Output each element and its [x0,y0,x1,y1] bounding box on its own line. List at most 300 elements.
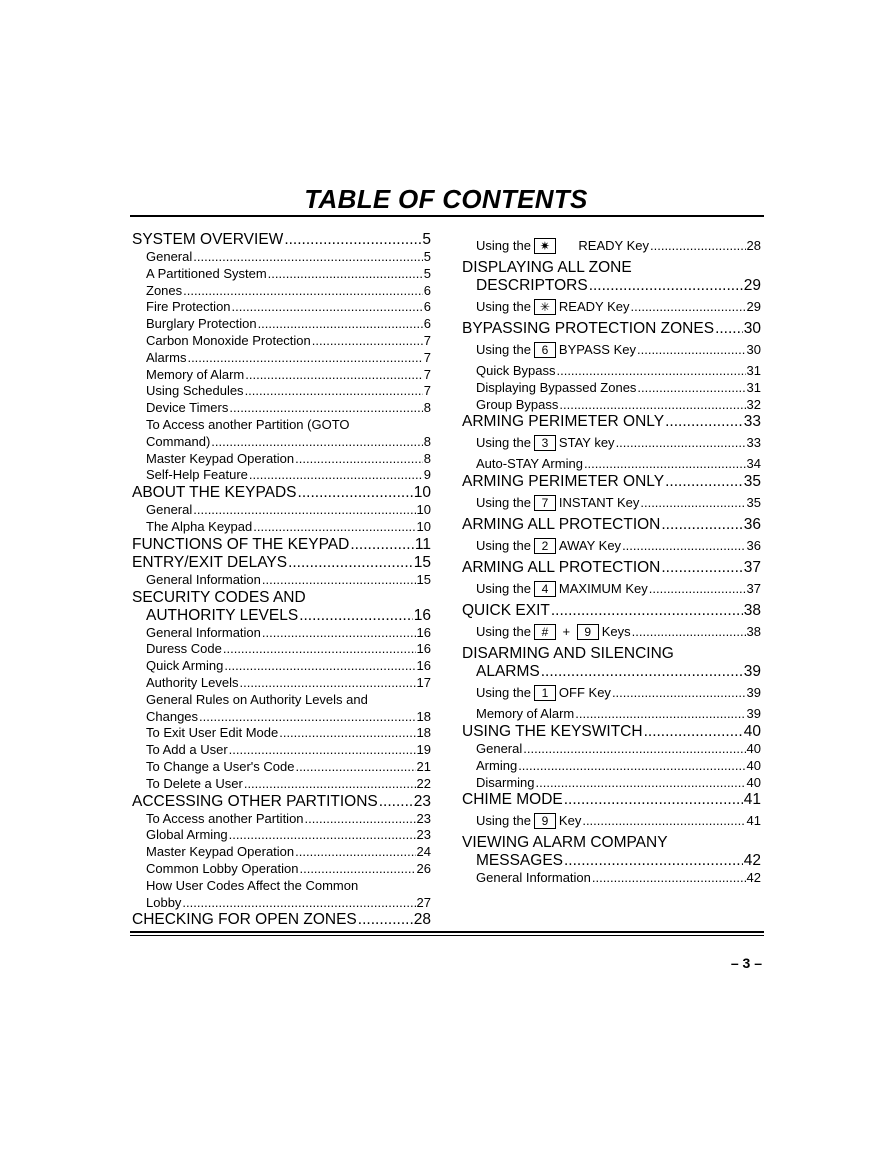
toc-subentry[interactable] [462,870,761,887]
keypad-key-icon: # [534,624,556,640]
entry-title: Quick Arming [146,658,224,674]
entry-page-number: 24 [416,844,431,860]
leader-dots [253,519,415,536]
entry-page-number: 41 [743,791,761,809]
toc-key-entry[interactable] [462,581,761,597]
toc-subentry[interactable] [132,249,431,266]
entry-title: ENTRY/EXIT DELAYS [132,553,288,571]
toc-key-entry[interactable] [462,238,761,254]
leader-dots [518,758,745,775]
toc-key-entry[interactable] [462,435,761,451]
leader-dots [541,663,743,681]
leader-dots [262,572,416,589]
entry-prefix: Using the [476,624,531,640]
leader-dots [715,320,743,338]
entry-page-number: 9 [423,467,431,483]
entry-page-number: 7 [423,349,431,365]
toc-subentry[interactable] [132,572,431,589]
entry-title-line1: SECURITY CODES AND [132,588,306,606]
entry-page-number: 29 [743,277,761,294]
leader-dots [640,495,745,511]
keypad-key-icon: 4 [534,581,556,597]
entry-title [476,435,615,451]
entry-prefix: Using the [476,435,531,451]
toc-subentry-multiline[interactable] [132,878,431,912]
leader-dots [295,759,415,776]
leader-dots [182,895,415,912]
toc-subentry[interactable] [132,266,431,283]
leader-dots [284,231,421,249]
entry-page-number: 39 [746,685,761,701]
entry-title: To Change a User's Code [146,758,295,774]
entry-page-number: 15 [413,553,431,571]
leader-dots [559,397,745,414]
entry-title: ARMING PERIMETER ONLY [462,473,665,491]
toc-heading-entry[interactable] [132,536,431,554]
leader-dots [661,559,742,577]
entry-title [476,685,611,701]
entry-title: Group Bypass [476,396,559,412]
keypad-key-icon: 7 [534,495,556,511]
entry-page-number: 38 [746,624,761,640]
leader-dots [564,791,743,809]
entry-title [476,238,649,254]
keypad-key-icon: 3 [534,435,556,451]
entry-title: Disarming [476,774,535,790]
leader-dots [551,602,743,620]
toc-subentry[interactable] [132,811,431,828]
toc-subentry[interactable] [132,675,431,692]
entry-page-number: 26 [416,860,431,876]
keypad-key-icon: 9 [577,624,599,640]
entry-page-number: 18 [416,725,431,741]
entry-title [476,538,621,554]
entry-title: SYSTEM OVERVIEW [132,231,284,248]
entry-title: A Partitioned System [146,265,267,281]
entry-page-number: 40 [746,757,761,773]
bottom-rule-thin [130,935,764,936]
key-joiner: + [558,624,574,640]
entry-page-number: 40 [746,740,761,756]
toc-subentry[interactable] [462,397,761,414]
entry-title: Auto-STAY Arming [476,456,583,472]
entry-title [476,299,630,315]
toc-subentry[interactable] [132,776,431,793]
entry-title: Fire Protection [146,299,231,315]
toc-subentry[interactable] [132,283,431,300]
entry-page-number: 38 [743,602,761,620]
entry-page-number: 11 [414,535,431,553]
entry-page-number: 5 [423,249,431,264]
entry-title: Quick Bypass [476,363,556,378]
toc-key-entry[interactable] [462,624,761,640]
leader-dots [665,413,743,431]
leader-dots [649,581,746,597]
toc-key-entry[interactable] [462,342,761,358]
entry-suffix: BYPASS Key [558,342,636,357]
entry-page-number: 31 [746,363,761,378]
toc-subentry[interactable] [132,502,431,519]
leader-dots [575,706,745,723]
toc-subentry[interactable] [132,316,431,333]
entry-page-number: 36 [743,516,761,534]
keypad-key-icon: 6 [534,342,556,358]
toc-subentry[interactable] [132,641,431,658]
entry-page-number: 42 [743,852,761,870]
toc-subentry[interactable] [132,861,431,878]
entry-title-line2[interactable] [132,607,431,625]
entry-prefix: Using the [476,581,531,597]
entry-page-number: 28 [413,911,431,929]
toc-heading-entry[interactable] [462,723,761,741]
entry-title-line1: General Rules on Authority Levels and [146,691,368,707]
toc-subentry[interactable] [132,400,431,417]
entry-page-number: 7 [423,383,431,399]
leader-dots [584,456,746,473]
entry-title: BYPASSING PROTECTION ZONES [462,320,715,337]
toc-heading-entry-multiline[interactable] [462,259,761,295]
entry-title: General [476,740,523,756]
entry-title: Displaying Bypassed Zones [476,379,637,395]
entry-title: General [146,502,193,518]
toc-heading-entry[interactable] [132,911,431,929]
entry-prefix: Using the [476,299,531,314]
entry-page-number: 6 [423,316,431,332]
toc-heading-entry[interactable] [132,554,431,572]
entry-page-number: 19 [416,742,431,758]
keypad-key-icon: ✳ [534,299,556,315]
entry-page-number: 7 [423,366,431,382]
entry-prefix: Using the [476,685,531,701]
entry-title: General [146,249,193,264]
leader-dots [299,861,415,878]
entry-page-number: 37 [743,559,761,577]
entry-page-number: 33 [746,435,761,451]
toc-heading-entry-multiline[interactable] [462,645,761,681]
leader-dots [249,467,423,484]
toc-subentry[interactable] [132,742,431,759]
entry-suffix: Key [558,813,582,829]
entry-title: Lobby [146,894,182,910]
toc-subentry[interactable] [462,775,761,792]
leader-dots [268,266,423,283]
entry-title: ARMING ALL PROTECTION [462,516,661,534]
entry-page-number: 17 [416,674,431,690]
entry-title: Using Schedules [146,383,244,399]
toc-heading-entry-multiline[interactable] [462,834,761,870]
leader-dots [582,813,745,829]
entry-prefix: Using the [476,238,531,253]
leader-dots [637,342,746,358]
toc-subentry[interactable] [462,363,761,380]
toc-subentry[interactable] [462,758,761,775]
entry-title [476,624,631,640]
leader-dots [536,775,746,792]
entry-page-number: 42 [746,870,761,886]
entry-page-number: 35 [743,473,761,491]
toc-heading-entry[interactable] [132,484,431,502]
entry-page-number: 39 [743,663,761,681]
toc-right-column [462,234,761,887]
toc-subentry[interactable] [132,383,431,400]
entry-title-line1: DISARMING AND SILENCING [462,645,674,663]
entry-page-number: 8 [423,450,431,466]
leader-dots [650,238,746,254]
keypad-key-icon: ✷ [534,238,556,254]
keypad-key-icon: 9 [534,813,556,829]
leader-dots [589,277,743,295]
entry-prefix: Using the [476,813,531,829]
entry-title [476,813,581,829]
leader-dots [665,473,743,491]
toc-left-column [132,231,431,929]
toc-subentry[interactable] [132,367,431,384]
bottom-rule [130,931,764,933]
entry-title [476,495,639,511]
toc-subentry[interactable] [462,380,761,397]
toc-subentry[interactable] [132,759,431,776]
entry-page-number: 5 [423,265,431,281]
entry-prefix: Using the [476,538,531,554]
entry-title-line1: How User Codes Affect the Common [146,877,359,893]
leader-dots [245,383,423,400]
toc-subentry[interactable] [132,333,431,350]
toc-heading-entry[interactable] [132,231,431,249]
leader-dots [637,380,745,397]
leader-dots [305,811,416,828]
entry-page-number: 35 [746,495,761,511]
entry-title [476,342,636,358]
toc-subentry[interactable] [132,658,431,675]
leader-dots [632,624,746,640]
entry-page-number: 8 [423,400,431,416]
entry-page-number: 39 [746,706,761,722]
leader-dots [229,400,422,417]
entry-title: Command) [146,433,211,449]
title-rule [130,215,764,217]
entry-title: Burglary Protection [146,316,257,332]
entry-title: AUTHORITY LEVELS [146,606,299,624]
leader-dots [556,363,745,380]
entry-page-number: 40 [743,722,761,740]
entry-title: Master Keypad Operation [146,844,295,860]
leader-dots [298,484,413,502]
entry-suffix: MAXIMUM Key [558,581,648,597]
entry-title: General Information [146,624,261,640]
entry-title: Global Arming [146,827,228,843]
entry-title-line2[interactable] [462,663,761,681]
leader-dots [622,538,745,554]
entry-title: Alarms [146,349,187,365]
toc-subentry[interactable] [132,827,431,844]
entry-title: CHIME MODE [462,791,563,809]
toc-key-entry[interactable] [462,685,761,701]
entry-page-number: 41 [746,813,761,829]
leader-dots [295,451,423,468]
leader-dots [592,870,746,887]
toc-subentry[interactable] [462,741,761,758]
entry-title: Duress Code [146,641,222,657]
entry-title: Device Timers [146,400,229,416]
entry-suffix: OFF Key [558,685,611,701]
entry-title: Memory of Alarm [476,706,575,722]
entry-page-number: 10 [416,518,431,534]
entry-title: USING THE KEYSWITCH [462,722,643,740]
toc-subentry[interactable] [132,844,431,861]
entry-page-number: 27 [416,894,431,910]
toc-heading-entry[interactable] [462,791,761,809]
entry-page-number: 22 [416,775,431,791]
entry-title-line1: To Access another Partition (GOTO [146,416,350,432]
entry-title: To Access another Partition [146,810,304,826]
entry-page-number: 16 [413,606,431,624]
entry-page-number: 16 [416,641,431,657]
entry-page-number: 10 [416,502,431,518]
toc-subentry[interactable] [132,350,431,367]
leader-dots [661,516,742,534]
leader-dots [350,536,414,554]
toc-subentry-multiline[interactable] [132,692,431,726]
leader-dots [299,607,413,625]
entry-title: General Information [146,571,261,587]
entry-page-number: 8 [423,433,431,449]
entry-prefix: Using the [476,495,531,511]
entry-page-number: 16 [416,658,431,674]
entry-page-number: 33 [743,413,761,431]
entry-title [476,581,648,597]
toc-subentry[interactable] [132,451,431,468]
entry-title-line2[interactable] [462,277,761,295]
entry-page-number: 23 [416,827,431,843]
entry-page-number: 18 [416,708,431,724]
leader-dots [229,827,416,844]
toc-subentry[interactable] [132,299,431,316]
leader-dots [224,658,415,675]
entry-title: To Exit User Edit Mode [146,725,279,741]
toc-key-entry[interactable] [462,299,761,315]
entry-suffix: INSTANT Key [558,495,640,511]
leader-dots [199,709,415,726]
entry-title: The Alpha Keypad [146,518,253,534]
key-spacer [559,238,579,253]
entry-title: Self-Help Feature [146,467,248,483]
entry-suffix: AWAY Key [558,538,622,554]
toc-heading-entry[interactable] [462,602,761,620]
leader-dots [232,299,423,316]
entry-title: Changes [146,708,199,724]
toc-subentry[interactable] [132,519,431,536]
leader-dots [193,249,423,266]
toc-heading-entry[interactable] [132,793,431,811]
entry-page-number: 7 [423,332,431,348]
entry-title: ABOUT THE KEYPADS [132,484,297,502]
entry-title: To Add a User [146,742,228,758]
toc-key-entry[interactable] [462,495,761,511]
leader-dots [240,675,416,692]
leader-dots [211,434,422,451]
entry-title-line2[interactable] [132,434,431,451]
toc-subentry[interactable] [462,706,761,723]
toc-heading-entry[interactable] [462,413,761,431]
leader-dots [244,776,416,793]
toc-key-entry[interactable] [462,538,761,554]
leader-dots [262,625,416,642]
leader-dots [258,316,423,333]
toc-heading-entry-multiline[interactable] [132,589,431,625]
entry-title: QUICK EXIT [462,602,550,620]
entry-suffix: Keys [601,624,631,640]
entry-page-number: 29 [746,299,761,314]
leader-dots [564,852,743,870]
entry-suffix: READY Key [558,299,630,314]
toc-heading-entry[interactable] [462,320,761,338]
leader-dots [245,367,423,384]
entry-page-number: 34 [746,456,761,472]
entry-suffix: STAY key [558,435,615,451]
entry-page-number: 37 [746,581,761,597]
leader-dots [295,844,415,861]
leader-dots [279,725,415,742]
keypad-key-icon: 2 [534,538,556,554]
entry-title: To Delete a User [146,775,243,791]
leader-dots [612,685,746,701]
entry-title-line2[interactable] [462,852,761,870]
entry-title: CHECKING FOR OPEN ZONES [132,911,357,929]
entry-title-line2[interactable] [132,895,431,912]
toc-subentry[interactable] [132,625,431,642]
entry-page-number: 21 [416,758,431,774]
entry-title-line2[interactable] [132,709,431,726]
toc-heading-entry[interactable] [462,516,761,534]
entry-prefix: Using the [476,342,531,357]
entry-title-line1: DISPLAYING ALL ZONE [462,259,632,276]
leader-dots [358,911,413,929]
entry-title: DESCRIPTORS [476,277,588,294]
entry-title: MESSAGES [476,852,563,870]
entry-title: Zones [146,282,183,298]
entry-title: ALARMS [476,663,540,681]
leader-dots [631,299,746,315]
entry-title: Arming [476,757,518,773]
entry-title: ARMING PERIMETER ONLY [462,413,665,431]
entry-suffix: READY Key [578,238,649,253]
entry-page-number: 28 [746,238,761,253]
entry-title: FUNCTIONS OF THE KEYPAD [132,535,350,553]
leader-dots [616,435,746,451]
leader-dots [379,793,413,811]
entry-page-number: 10 [413,484,431,502]
page-number: – 3 – [730,955,762,971]
entry-page-number: 15 [416,571,431,587]
entry-page-number: 23 [413,792,431,810]
entry-page-number: 16 [416,624,431,640]
leader-dots [644,723,743,741]
toc-heading-entry[interactable] [462,559,761,577]
entry-page-number: 30 [746,342,761,357]
toc-subentry-multiline[interactable] [132,417,431,451]
toc-subentry[interactable] [462,456,761,473]
entry-page-number: 36 [746,538,761,554]
leader-dots [229,742,416,759]
leader-dots [523,741,745,758]
toc-heading-entry[interactable] [462,473,761,491]
toc-key-entry[interactable] [462,813,761,829]
entry-title: Carbon Monoxide Protection [146,332,311,348]
page-title: TABLE OF CONTENTS [304,184,588,214]
toc-subentry[interactable] [132,467,431,484]
entry-title: ARMING ALL PROTECTION [462,559,661,577]
toc-subentry[interactable] [132,725,431,742]
